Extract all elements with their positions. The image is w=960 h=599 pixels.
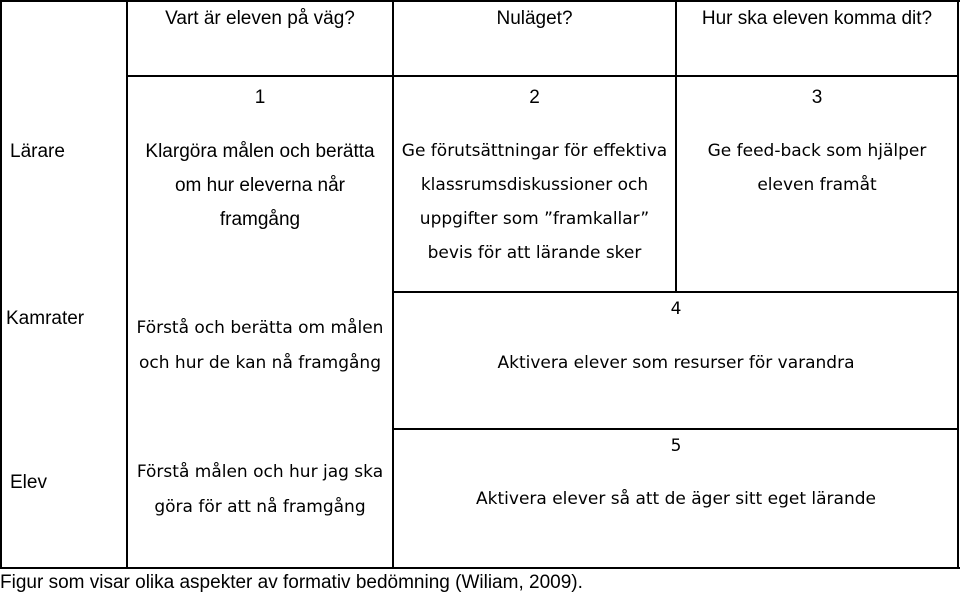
- number-3: 3: [811, 87, 823, 108]
- cell-line: om hur eleverna når: [174, 175, 346, 196]
- cell-line: klassrumsdiskussioner och: [420, 175, 649, 195]
- figure-caption: Figur som visar olika aspekter av formativ bedömning (Wiliam, 2009).: [0, 572, 583, 593]
- header-col3: Hur ska eleven komma dit?: [701, 8, 933, 29]
- cell-line: Förstå målen och hur jag ska: [136, 462, 384, 482]
- cell-line: Ge feed-back som hjälper: [707, 141, 927, 161]
- number-2: 2: [529, 87, 540, 108]
- cell-line: Förstå och berätta om målen: [136, 318, 384, 338]
- cell-kamrater-merged: Aktivera elever som resurser för varandra: [497, 353, 855, 373]
- row-label-kamrater: Kamrater: [6, 308, 85, 329]
- cell-line: eleven framåt: [757, 175, 877, 195]
- header-col1: Vart är eleven på väg?: [165, 8, 355, 29]
- number-4: 4: [670, 299, 682, 319]
- cell-elev-merged: Aktivera elever så att de äger sitt eget lärande: [476, 489, 876, 509]
- row-label-elev: Elev: [10, 472, 47, 493]
- cell-line: Ge förutsättningar för effektiva: [401, 141, 668, 161]
- cell-line: bevis för att lärande sker: [427, 243, 642, 263]
- number-5: 5: [670, 436, 682, 456]
- number-1: 1: [254, 87, 266, 108]
- cell-line: göra för att nå framgång: [154, 497, 366, 517]
- cell-line: framgång: [219, 209, 301, 230]
- header-col2: Nuläget?: [496, 8, 573, 29]
- cell-line: och hur de kan nå framgång: [139, 353, 381, 373]
- divider-row-header: [128, 75, 958, 77]
- cell-line: uppgifter som ”framkallar”: [419, 209, 650, 229]
- cell-line: Klargöra målen och berätta: [145, 141, 375, 162]
- row-label-larare: Lärare: [10, 141, 65, 162]
